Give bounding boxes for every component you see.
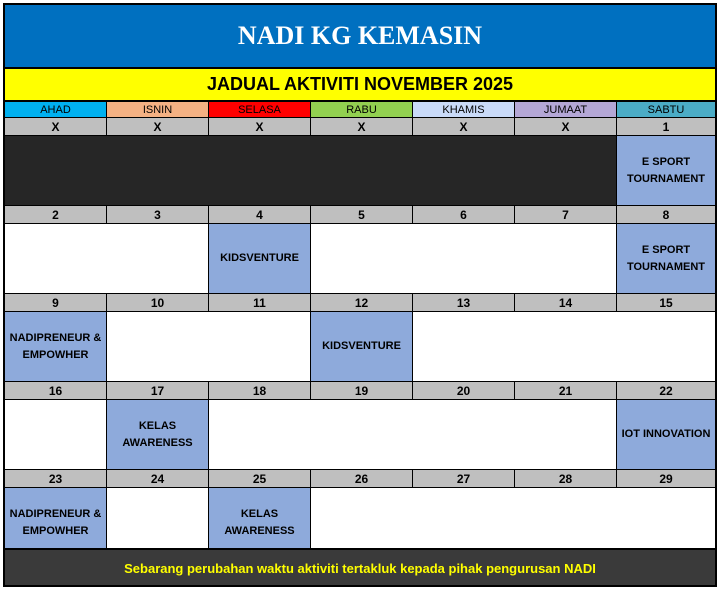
date-cell: 15 bbox=[617, 294, 715, 312]
activity-row bbox=[5, 312, 715, 382]
activity-cell: KIDSVENTURE bbox=[311, 312, 413, 382]
schedule-subtitle: JADUAL AKTIVITI NOVEMBER 2025 bbox=[5, 69, 715, 102]
empty-activity-cell bbox=[311, 224, 617, 294]
empty-activity-cell bbox=[5, 400, 107, 470]
date-cell: 20 bbox=[413, 382, 515, 400]
date-cell: 24 bbox=[107, 470, 209, 488]
day-header-isnin: ISNIN bbox=[107, 102, 209, 118]
day-header-ahad: AHAD bbox=[5, 102, 107, 118]
date-cell: X bbox=[107, 118, 209, 136]
day-header-row bbox=[5, 102, 715, 118]
date-cell: 26 bbox=[311, 470, 413, 488]
activity-row bbox=[5, 400, 715, 470]
date-cell: 18 bbox=[209, 382, 311, 400]
calendar-grid bbox=[5, 102, 715, 558]
date-cell: 21 bbox=[515, 382, 617, 400]
date-cell: 17 bbox=[107, 382, 209, 400]
activity-cell: IOT INNOVATION bbox=[617, 400, 715, 470]
activity-cell: KELAS AWARENESS bbox=[107, 400, 209, 470]
date-cell: 14 bbox=[515, 294, 617, 312]
date-cell: 10 bbox=[107, 294, 209, 312]
date-cell: X bbox=[5, 118, 107, 136]
day-header-sabtu: SABTU bbox=[617, 102, 715, 118]
activity-cell: NADIPRENEUR & EMPOWHER bbox=[5, 488, 107, 558]
empty-activity-cell bbox=[209, 400, 617, 470]
activity-cell: E SPORT TOURNAMENT bbox=[617, 224, 715, 294]
date-cell: X bbox=[515, 118, 617, 136]
date-cell: 27 bbox=[413, 470, 515, 488]
footer-note: Sebarang perubahan waktu aktiviti tertakluk kepada pihak pengurusan NADI bbox=[5, 548, 715, 587]
day-header-selasa: SELASA bbox=[209, 102, 311, 118]
date-cell: 19 bbox=[311, 382, 413, 400]
empty-activity-cell bbox=[107, 312, 311, 382]
date-cell: 13 bbox=[413, 294, 515, 312]
date-cell: 1 bbox=[617, 118, 715, 136]
day-header-jumaat: JUMAAT bbox=[515, 102, 617, 118]
day-header-rabu: RABU bbox=[311, 102, 413, 118]
date-cell: 6 bbox=[413, 206, 515, 224]
page-title: NADI KG KEMASIN bbox=[5, 5, 715, 69]
date-cell: 3 bbox=[107, 206, 209, 224]
activity-cell: KELAS AWARENESS bbox=[209, 488, 311, 558]
date-cell: 11 bbox=[209, 294, 311, 312]
date-cell: 22 bbox=[617, 382, 715, 400]
date-cell: 16 bbox=[5, 382, 107, 400]
date-cell: 28 bbox=[515, 470, 617, 488]
date-cell: 12 bbox=[311, 294, 413, 312]
activity-cell: NADIPRENEUR & EMPOWHER bbox=[5, 312, 107, 382]
empty-activity-cell bbox=[5, 224, 209, 294]
empty-activity-cell bbox=[5, 136, 617, 206]
empty-activity-cell bbox=[413, 312, 715, 382]
date-row bbox=[5, 382, 715, 400]
schedule-sheet bbox=[3, 3, 717, 587]
date-row bbox=[5, 294, 715, 312]
date-cell: X bbox=[413, 118, 515, 136]
date-cell: 23 bbox=[5, 470, 107, 488]
activity-cell: E SPORT TOURNAMENT bbox=[617, 136, 715, 206]
date-cell: 2 bbox=[5, 206, 107, 224]
date-cell: 29 bbox=[617, 470, 715, 488]
date-cell: X bbox=[209, 118, 311, 136]
date-cell: 4 bbox=[209, 206, 311, 224]
activity-row bbox=[5, 136, 715, 206]
date-cell: X bbox=[311, 118, 413, 136]
date-cell: 9 bbox=[5, 294, 107, 312]
date-row bbox=[5, 118, 715, 136]
date-row bbox=[5, 206, 715, 224]
day-header-khamis: KHAMIS bbox=[413, 102, 515, 118]
activity-cell: KIDSVENTURE bbox=[209, 224, 311, 294]
date-row bbox=[5, 470, 715, 488]
date-cell: 25 bbox=[209, 470, 311, 488]
activity-row bbox=[5, 224, 715, 294]
date-cell: 5 bbox=[311, 206, 413, 224]
date-cell: 8 bbox=[617, 206, 715, 224]
date-cell: 7 bbox=[515, 206, 617, 224]
